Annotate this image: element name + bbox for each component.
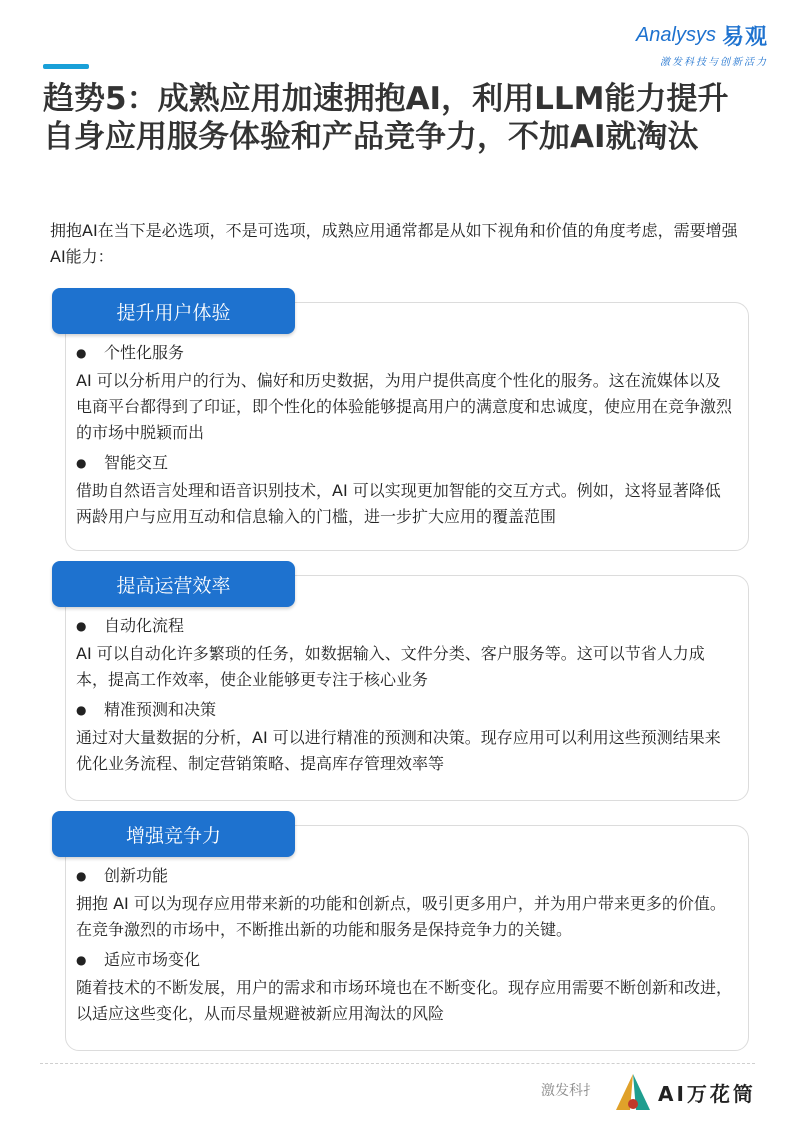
bullet-icon: ● bbox=[76, 456, 87, 470]
footer-logo bbox=[614, 1072, 756, 1112]
section-body bbox=[76, 613, 735, 781]
section-operational-efficiency bbox=[52, 561, 749, 801]
title-accent-bar bbox=[43, 64, 89, 69]
page-title: 趋势5：成熟应用加速拥抱AI，利用LLM能力提升自身应用服务体验和产品竞争力，不加AI就淘汰 bbox=[43, 81, 729, 155]
item-text: 借助自然语言处理和语音识别技术，AI 可以实现更加智能的交互方式。例如，这将显著降低两龄用户与应用互动和信息输入的门槛，进一步扩大应用的覆盖范围 bbox=[76, 481, 721, 526]
bullet-icon: ● bbox=[76, 953, 87, 967]
item-text: 随着技术的不断发展，用户的需求和市场环境也在不断变化。现存应用需要不断创新和改进，以适应这些变化，从而尽量规避被新应用淘汰的风险 bbox=[76, 978, 733, 1023]
brand-name: Analysys bbox=[635, 24, 716, 46]
footer-divider bbox=[40, 1063, 755, 1064]
item-heading-text: 精准预测和决策 bbox=[104, 700, 217, 719]
item-text: 通过对大量数据的分析，AI 可以进行精准的预测和决策。现存应用可以利用这些预测结果来优化业务流程、制定营销策略、提高库存管理效率等 bbox=[76, 728, 721, 773]
bullet-icon: ● bbox=[76, 619, 87, 633]
footer-text: 激发科扌 bbox=[541, 1083, 597, 1099]
item-heading-text: 适应市场变化 bbox=[104, 950, 201, 969]
kaleidoscope-logo-icon bbox=[614, 1072, 652, 1112]
item-heading bbox=[76, 450, 735, 476]
item-heading bbox=[76, 863, 735, 889]
item-text: 拥抱 AI 可以为现存应用带来新的功能和创新点，吸引更多用户，并为用户带来更多的价值。在竞争激烈的市场中，不断推出新的功能和服务是保持竞争力的关键。 bbox=[76, 894, 726, 939]
item-heading bbox=[76, 340, 735, 366]
item-heading bbox=[76, 697, 735, 723]
item-text: AI 可以自动化许多繁琐的任务，如数据输入、文件分类、客户服务等。这可以节省人力成本，提高工作效率，使企业能够更专注于核心业务 bbox=[76, 644, 705, 689]
section-body bbox=[76, 863, 735, 1031]
bullet-icon: ● bbox=[76, 346, 87, 360]
brand-slogan: 激发科技与创新活力 bbox=[660, 57, 768, 68]
item-heading-text: 创新功能 bbox=[104, 866, 169, 885]
footer-logo-text: AI万花筒 bbox=[658, 1081, 756, 1106]
section-user-experience bbox=[52, 288, 749, 551]
item-heading bbox=[76, 947, 735, 973]
section-body bbox=[76, 340, 735, 534]
brand-logo bbox=[636, 20, 768, 68]
bullet-icon: ● bbox=[76, 703, 87, 717]
item-text: AI 可以分析用户的行为、偏好和历史数据，为用户提供高度个性化的服务。这在流媒体以及电商平台都得到了印证，即个性化的体验能够提高用户的满意度和忠诚度，使应用在竞争激烈的市场中脱颖而出 bbox=[76, 371, 733, 442]
bullet-icon: ● bbox=[76, 869, 87, 883]
brand-name-cn: 易观 bbox=[721, 25, 768, 50]
section-label: 增强竞争力 bbox=[52, 811, 295, 857]
item-heading-text: 个性化服务 bbox=[104, 343, 185, 362]
item-heading-text: 智能交互 bbox=[104, 453, 169, 472]
item-heading-text: 自动化流程 bbox=[104, 616, 185, 635]
item-heading bbox=[76, 613, 735, 639]
intro-paragraph: 拥抱AI在当下是必选项，不是可选项，成熟应用通常都是从如下视角和价值的角度考虑，需要增强AI能力： bbox=[50, 221, 738, 266]
section-competitiveness bbox=[52, 811, 749, 1051]
section-label: 提高运营效率 bbox=[52, 561, 295, 607]
section-label: 提升用户体验 bbox=[52, 288, 295, 334]
